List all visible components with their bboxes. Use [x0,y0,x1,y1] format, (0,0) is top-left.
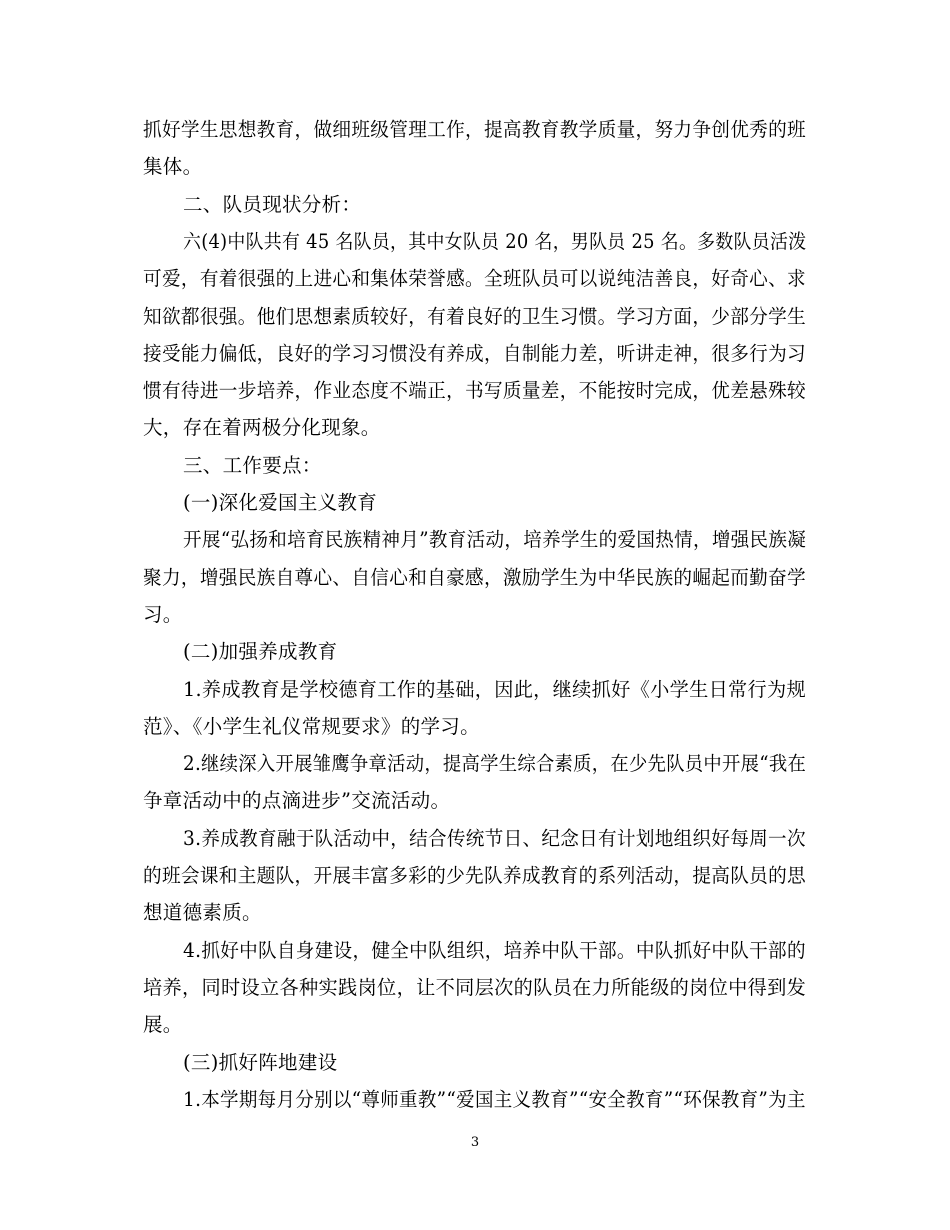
paragraph-line: 六(4)中队共有 45 名队员，其中女队员 20 名，男队员 25 名。多数队员活泼 [183,229,807,253]
paragraph-line: 抓好学生思想教育，做细班级管理工作，提高教育教学质量，努力争创优秀的班 [143,118,807,141]
section-heading: 三、工作要点： [183,453,322,477]
paragraph-line: 知欲都很强。他们思想素质较好，有着良好的卫生习惯。学习方面，少部分学生 [143,304,807,328]
paragraph-line: 接受能力偏低，良好的学习习惯没有养成，自制能力差，听讲走神，很多行为习 [143,341,807,365]
list-item-line: 的班会课和主题队，开展丰富多彩的少先队养成教育的系列活动，提高队员的思 [143,864,807,887]
list-item-line: 想道德素质。 [143,901,262,925]
list-item-line: 3.养成教育融于队活动中，结合传统节日、纪念日有计划地组织好每周一次 [183,826,806,850]
list-item-line: 1.本学期每月分别以“尊师重教”“爱国主义教育”“安全教育”“环保教育”为主 [183,1087,806,1111]
list-item-line: 展。 [143,1013,183,1037]
subsection-heading: (一)深化爱国主义教育 [183,491,378,514]
paragraph-line: 开展“弘扬和培育民族精神月”教育活动，培养学生的爱国热情，增强民族凝 [183,528,807,552]
list-item-line: 2.继续深入开展雏鹰争章活动，提高学生综合素质，在少先队员中开展“我在 [183,752,807,776]
paragraph-line: 惯有待进一步培养，作业态度不端正，书写质量差，不能按时完成，优差悬殊较 [143,379,807,403]
list-item-line: 4.抓好中队自身建设，健全中队组织，培养中队干部。中队抓好中队干部的 [183,938,806,962]
paragraph-line: 集体。 [143,155,203,179]
list-item-line: 争章活动中的点滴进步”交流活动。 [143,789,451,813]
page-number: 3 [470,1135,480,1150]
list-item-line: 培养，同时设立各种实践岗位，让不同层次的队员在力所能级的岗位中得到发 [143,975,807,999]
subsection-heading: (三)抓好阵地建设 [183,1050,338,1074]
paragraph-line: 可爱，有着很强的上进心和集体荣誉感。全班队员可以说纯洁善良，好奇心、求 [143,267,807,291]
paragraph-line: 大，存在着两极分化现象。 [143,416,381,440]
list-item-line: 范》、《小学生礼仪常规要求》的学习。 [143,714,480,738]
list-item-line: 1.养成教育是学校德育工作的基础，因此，继续抓好《小学生日常行为规 [183,677,807,701]
section-heading: 二、队员现状分析： [183,192,362,216]
subsection-heading: (二)加强养成教育 [183,640,338,664]
paragraph-line: 习。 [143,602,183,626]
paragraph-line: 聚力，增强民族自尊心、自信心和自豪感，激励学生为中华民族的崛起而勤奋学 [143,565,807,589]
